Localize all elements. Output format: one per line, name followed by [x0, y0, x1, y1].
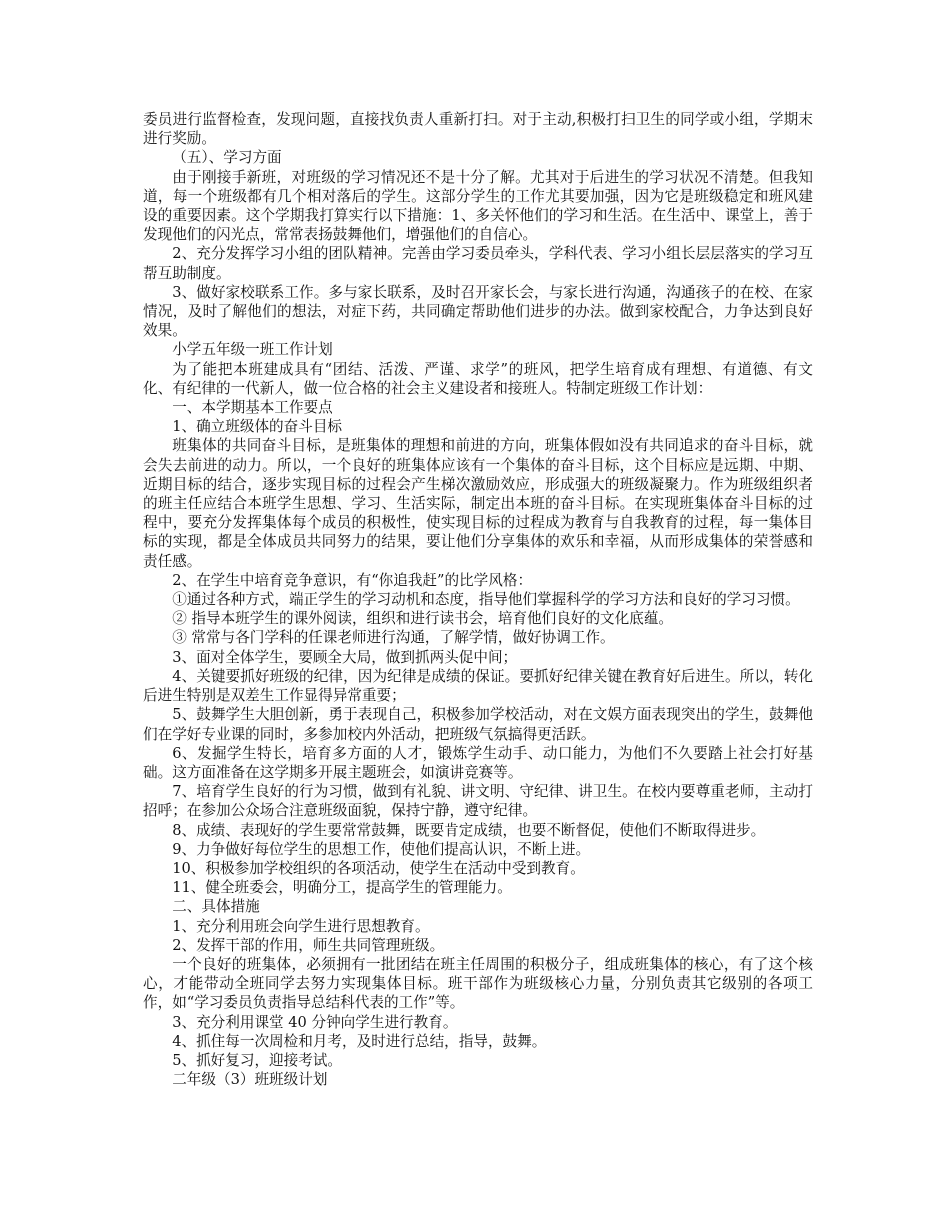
paragraph: 5、鼓舞学生大胆创新，勇于表现自己，积极参加学校活动，对在文娱方面表现突出的学生，鼓舞他们在学好专业课的同时，多参加校内外活动，把班级气氛搞得更活跃。: [143, 706, 813, 743]
paragraph: 6、发掘学生特长，培育多方面的人才，锻炼学生动手、动口能力，为他们不久要踏上社会打好基础。这方面准备在这学期多开展主题班会，如演讲竞赛等。: [143, 744, 813, 781]
section-heading: 1、确立班级体的奋斗目标: [172, 418, 343, 436]
paragraph: 2、发挥干部的作用，师生共同管理班级。: [172, 936, 445, 954]
document-page: [143, 110, 813, 1089]
paragraph: 3、面对全体学生，要顾全大局，做到抓两头促中间；: [172, 648, 518, 666]
paragraph: 2、在学生中培育竞争意识，有“你追我赶”的比学风格：: [172, 571, 533, 589]
paragraph: 委员进行监督检查，发现问题，直接找负责人重新打扫。对于主动,积极打扫卫生的同学或小组，学期末进行奖励。: [143, 111, 813, 148]
paragraph: 3、做好家校联系工作。多与家长联系，及时召开家长会，与家长进行沟通，沟通孩子的在校、在家情况，及时了解他们的想法，对症下药，共同确定帮助他们进步的办法。做到家校配合，力争达到良好效果。: [143, 283, 813, 340]
section-heading: 二年级（3）班班级计划: [172, 1071, 328, 1089]
paragraph: 4、抓住每一次周检和月考，及时进行总结，指导，鼓舞。: [172, 1032, 547, 1050]
paragraph: 7、培育学生良好的行为习惯，做到有礼貌、讲文明、守纪律、讲卫生。在校内要尊重老师，主动打招呼；在参加公众场合注意班级面貌，保持宁静，遵守纪律。: [143, 783, 813, 820]
paragraph: 1、充分利用班会向学生进行思想教育。: [172, 917, 430, 935]
section-heading: 二、具体措施: [172, 898, 260, 916]
paragraph: ①通过各种方式，端正学生的学习动机和态度，指导他们掌握科学的学习方法和良好的学习习惯。: [172, 591, 800, 609]
paragraph: 2、充分发挥学习小组的团队精神。完善由学习委员牵头，学科代表、学习小组长层层落实的学习互帮互助制度。: [143, 245, 813, 282]
section-heading: 一、本学期基本工作要点: [172, 399, 333, 417]
paragraph: 11、健全班委会，明确分工，提高学生的管理能力。: [172, 879, 512, 897]
paragraph: 3、充分利用课堂 40 分钟向学生进行教育。: [172, 1013, 458, 1031]
paragraph: 9、力争做好每位学生的思想工作，使他们提高认识，不断上进。: [172, 840, 591, 858]
paragraph: 8、成绩、表现好的学生要常常鼓舞，既要肯定成绩，也要不断督促，使他们不断取得进步。: [172, 821, 766, 839]
paragraph: 由于刚接手新班，对班级的学习情况还不是十分了解。尤其对于后进生的学习状况不清楚。但我知道，每一个班级都有几个相对落后的学生。这部分学生的工作尤其要加强，因为它是班级稳定和班风建设的重要因素。这个学期我打算实行以下措施：1、多关怀他们的学习和生活。在生活中、课堂上，善于发现他们的闪光点，常常表扬鼓舞他们，增强他们的自信心。: [143, 168, 813, 244]
paragraph: 4、关键要抓好班级的纪律，因为纪律是成绩的保证。要抓好纪律关键在教育好后进生。所以，转化后进生特别是双差生工作显得异常重要；: [143, 667, 813, 705]
paragraph: 10、积极参加学校组织的各项活动，使学生在活动中受到教育。: [172, 859, 585, 877]
paragraph: 5、抓好复习，迎接考试。: [172, 1051, 343, 1069]
section-heading: 小学五年级一班工作计划: [172, 341, 333, 359]
section-heading: （五）、学习方面: [172, 149, 282, 167]
paragraph: 为了能把本班建成具有“团结、活泼、严谨、求学”的班风，把学生培育成有理想、有道德、有文化、有纪律的一代新人，做一位合格的社会主义建设者和接班人。特制定班级工作计划：: [143, 360, 813, 397]
paragraph: 一个良好的班集体，必须拥有一批团结在班主任周围的积极分子，组成班集体的核心，有了这个核心，才能带动全班同学去努力实现集体目标。班干部作为班级核心力量，分别负责其它级别的各项工作，如“学习委员负责指导总结科代表的工作”等。: [143, 955, 813, 1012]
paragraph: 班集体的共同奋斗目标，是班集体的理想和前进的方向，班集体假如没有共同追求的奋斗目标，就会失去前进的动力。所以，一个良好的班集体应该有一个集体的奋斗目标，这个目标应是远期、中期、近期目标的结合，逐步实现目标的过程会产生梯次激励效应，形成强大的班级凝聚力。作为班级组织者的班主任应结合本班学生思想、学习、生活实际，制定出本班的奋斗目标。在实现班集体奋斗目标的过程中，要充分发挥集体每个成员的积极性，使实现目标的过程成为教育与自我教育的过程，每一集体目标的实现，都是全体成员共同努力的结果，要让他们分享集体的欢乐和幸福，从而形成集体的荣誉感和责任感。: [143, 437, 813, 570]
paragraph: ② 指导本班学生的课外阅读，组织和进行读书会，培育他们良好的文化底蕴。: [172, 610, 674, 628]
paragraph: ③ 常常与各门学科的任课老师进行沟通，了解学情，做好协调工作。: [172, 629, 615, 647]
